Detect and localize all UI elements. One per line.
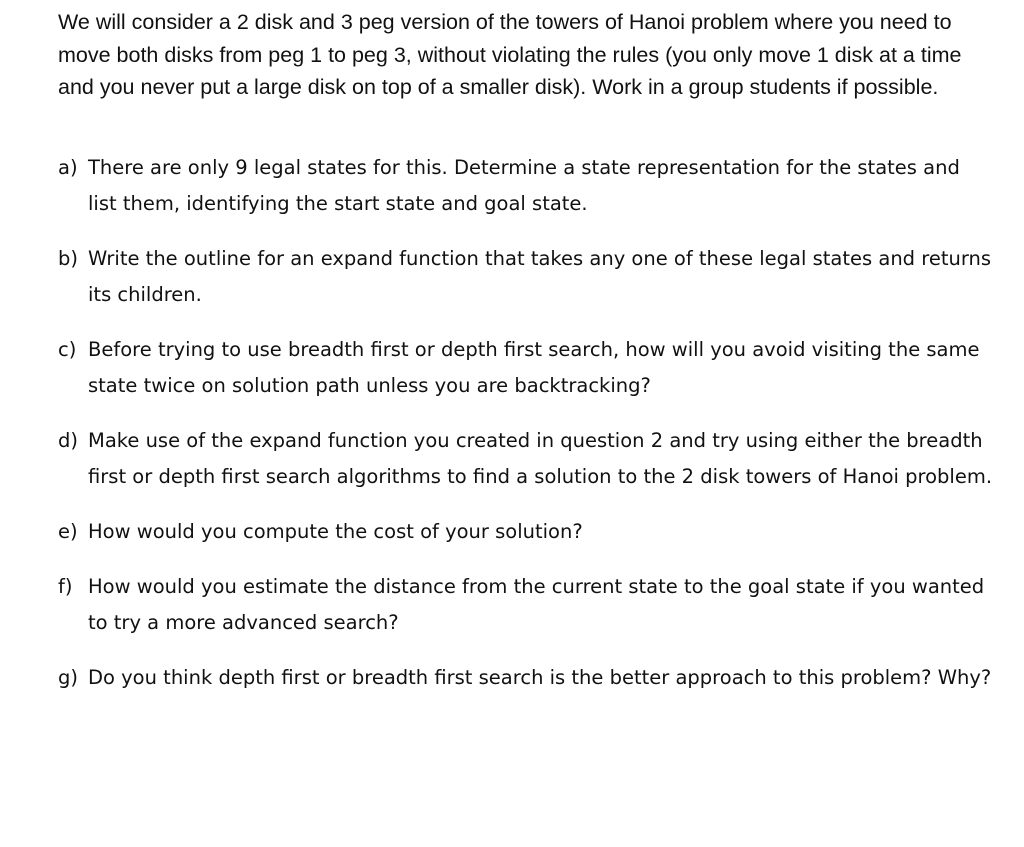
question-text: Write the outline for an expand function that takes any one of these legal states and returns its children.: [88, 247, 992, 306]
question-item-f: [58, 569, 993, 641]
question-text: How would you estimate the distance from the current state to the goal state if you wanted to try a more advanced search?: [88, 575, 985, 634]
question-text: There are only 9 legal states for this. Determine a state representation for the states and list them, identifying the start state and goal state.: [88, 156, 960, 215]
question-label: e): [58, 520, 78, 543]
question-text: How would you compute the cost of your solution?: [88, 520, 583, 543]
question-label: a): [58, 156, 78, 179]
question-label: c): [58, 338, 77, 361]
question-label: b): [58, 247, 78, 270]
question-item-d: [58, 423, 993, 495]
intro-paragraph: We will consider a 2 disk and 3 peg version of the towers of Hanoi problem where you need to move both disks from peg 1 to peg 3, without violating the rules (you only move 1 disk at a time and you never put a large disk on top of a smaller disk). Work in a group students if possible.: [58, 10, 962, 99]
question-item-a: [58, 150, 993, 222]
question-text: Do you think depth first or breadth first search is the better approach to this problem? Why?: [88, 666, 992, 689]
question-item-g: [58, 660, 993, 696]
question-text: Make use of the expand function you created in question 2 and try using either the breadth first or depth first search algorithms to find a solution to the 2 disk towers of Hanoi problem.: [88, 429, 993, 488]
question-label: f): [58, 575, 73, 598]
question-item-e: [58, 514, 993, 550]
question-item-b: [58, 241, 993, 313]
question-label: d): [58, 429, 78, 452]
question-item-c: [58, 332, 993, 404]
question-list: [58, 150, 993, 715]
question-label: g): [58, 666, 78, 689]
question-text: Before trying to use breadth first or depth first search, how will you avoid visiting the same state twice on solution path unless you are backtracking?: [88, 338, 980, 397]
